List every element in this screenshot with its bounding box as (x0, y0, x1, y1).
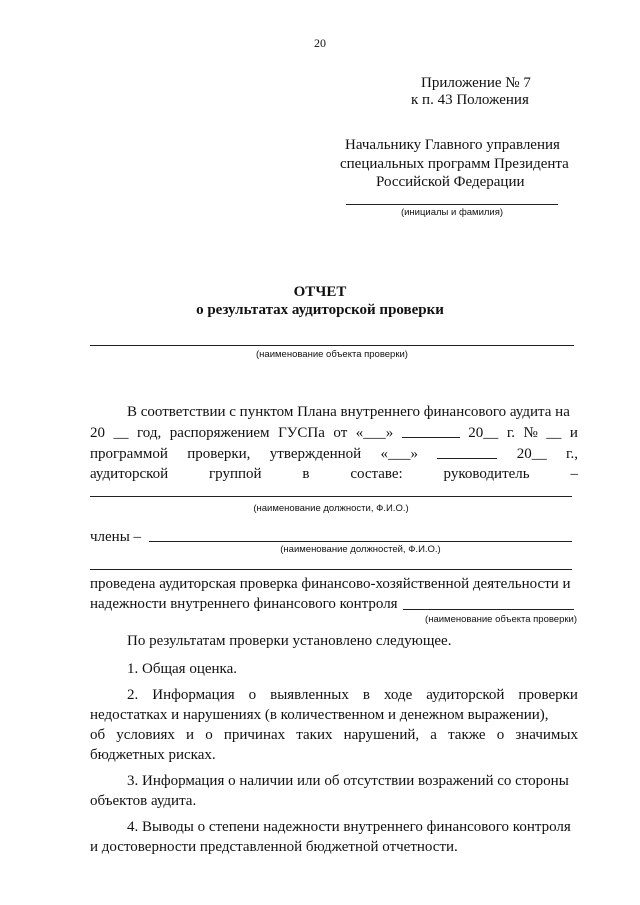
item-w: Информация (152, 687, 235, 703)
intro-w: аудиторской (90, 466, 169, 482)
intro-w: и (569, 425, 578, 441)
report-subtitle: о результатах аудиторской проверки (196, 302, 444, 318)
item-1: 1. Общая оценка. (127, 661, 238, 677)
addressee-line-3: Российской Федерации (376, 174, 525, 190)
intro-w: группой (209, 466, 262, 482)
item-w: условиях (116, 727, 175, 743)
item-3-line-2: объектов аудита. (90, 793, 197, 809)
item-w: а (430, 727, 437, 743)
intro-w: 20__ (468, 425, 499, 441)
date-month-blank (437, 445, 497, 459)
item-w: о (496, 727, 505, 743)
report-title: ОТЧЕТ (293, 284, 347, 300)
intro-w: __ (546, 425, 562, 441)
item-w: об (90, 727, 106, 743)
item-3-line-1: 3. Информация о наличии или об отсутствии возражений со стороны (127, 773, 569, 789)
page-number: 20 (314, 36, 326, 50)
item-w: также (448, 727, 486, 743)
intro-w: 20 (90, 425, 105, 441)
item-w: о (205, 727, 213, 743)
intro-w: «___» (355, 425, 394, 441)
object-caption: (наименование объекта проверки) (256, 349, 408, 360)
item-2-line-1 (127, 686, 578, 704)
item-w: о (248, 687, 257, 703)
item-w: нарушений, (343, 727, 420, 743)
item-2-line-3 (90, 726, 578, 744)
intro-w: распоряжением (169, 425, 270, 441)
intro-line-2 (90, 424, 578, 442)
members-label: члены – (90, 529, 142, 545)
intro-w: __ (113, 425, 129, 441)
item-w: таких (296, 727, 333, 743)
date-month-blank (402, 424, 460, 438)
item-w: проверки (518, 687, 578, 703)
item-w: аудиторской (426, 687, 505, 703)
leader-caption: (наименование должности, Ф.И.О.) (253, 503, 409, 514)
item-4-line-1: 4. Выводы о степени надежности внутреннего финансового контроля (127, 819, 571, 835)
item-w: ходе (383, 687, 413, 703)
item-w: причинах (223, 727, 286, 743)
item-w: 2. (127, 687, 139, 703)
intro-w: программой (90, 446, 168, 462)
addressee-line-2: специальных программ Президента (340, 156, 569, 172)
intro-line-3 (90, 445, 578, 463)
intro-w: утвержденной (269, 446, 362, 462)
members-caption: (наименование должностей, Ф.И.О.) (280, 544, 441, 555)
leader-line (90, 496, 572, 497)
members-extra-line (90, 569, 572, 570)
intro-w: г., (566, 446, 578, 462)
intro-line-1: В соответствии с пунктом Плана внутреннего финансового аудита на (127, 404, 570, 420)
addressee-caption: (инициалы и фамилия) (400, 207, 504, 218)
intro-w: в (302, 466, 310, 482)
intro-w: № (523, 425, 538, 441)
intro-w: 20__ (516, 446, 547, 462)
intro-w: год, (137, 425, 162, 441)
audit-line-2: надежности внутреннего финансового контроля (90, 596, 398, 612)
intro-w: ГУСПа (278, 425, 325, 441)
intro-w: г. (506, 425, 516, 441)
audit-object-line (403, 609, 574, 610)
intro-w: составе: (350, 466, 403, 482)
intro-w: проверки, (187, 446, 251, 462)
results-intro: По результатам проверки установлено следующее. (127, 633, 452, 649)
item-4-line-2: и достоверности представленной бюджетной отчетности. (90, 839, 458, 855)
members-line (149, 541, 572, 542)
intro-w: «___» (380, 446, 419, 462)
object-name-line (90, 345, 574, 346)
intro-w: руководитель (443, 466, 530, 482)
item-w: значимых (515, 727, 578, 743)
intro-w: – (570, 466, 578, 482)
appendix-reference: к п. 43 Положения (411, 92, 529, 108)
item-2-line-4: бюджетных рисках. (90, 747, 216, 763)
item-w: выявленных (270, 687, 349, 703)
item-2-line-2: недостатках и нарушениях (в количественном и денежном выражении), (90, 707, 549, 723)
audit-line-1: проведена аудиторская проверка финансово-хозяйственной деятельности и (90, 576, 571, 592)
addressee-name-line (346, 204, 558, 205)
item-w: в (362, 687, 370, 703)
item-w: и (186, 727, 195, 743)
audit-object-caption: (наименование объекта проверки) (425, 614, 577, 625)
intro-w: от (333, 425, 348, 441)
intro-line-4 (90, 465, 578, 483)
appendix-number: Приложение № 7 (421, 75, 531, 91)
addressee-line-1: Начальнику Главного управления (345, 137, 560, 153)
